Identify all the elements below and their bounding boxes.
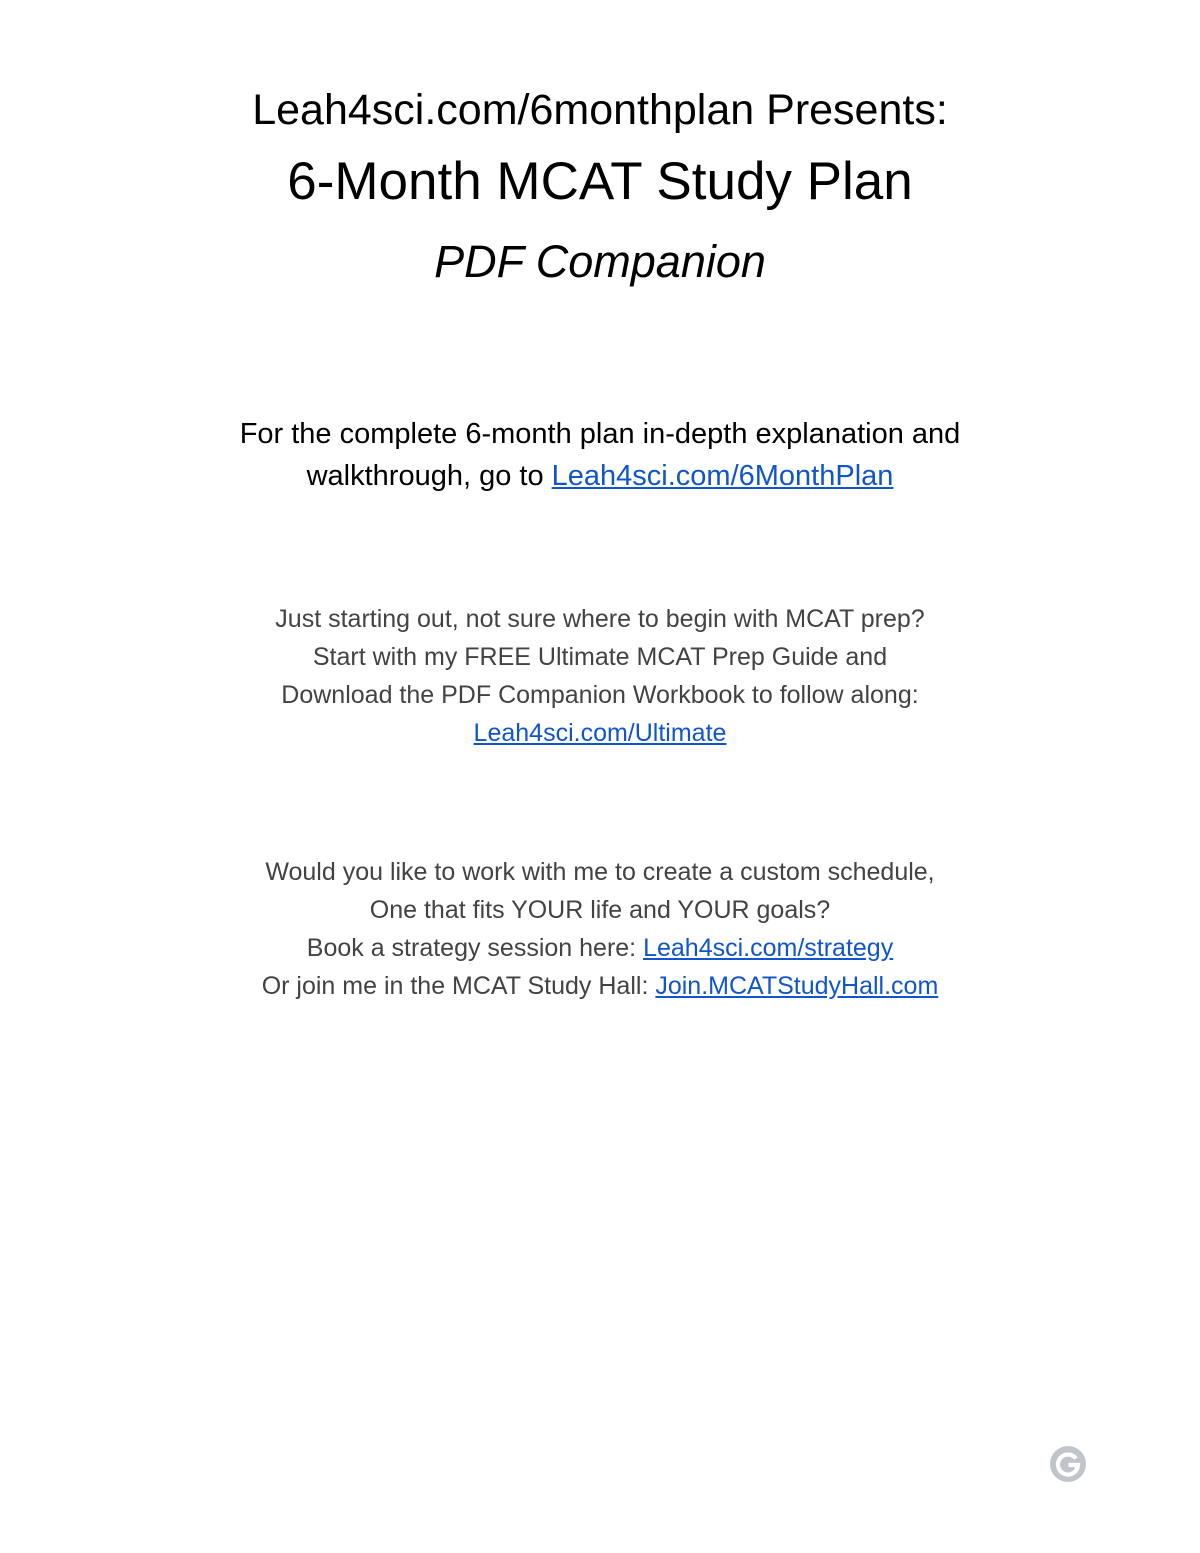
study-hall-prefix: Or join me in the MCAT Study Hall: [261, 972, 656, 1000]
study-hall-link[interactable]: Join.MCATStudyHall.com [655, 972, 939, 1000]
custom-line-1: Would you like to work with me to create a custom schedule, [265, 858, 935, 886]
strategy-prefix: Book a strategy session here: [306, 934, 644, 962]
strategy-session-link[interactable]: Leah4sci.com/strategy [643, 934, 894, 962]
intro-line-2-text: walkthrough, go to [306, 460, 552, 492]
page-subtitle: PDF Companion [434, 236, 766, 287]
ultimate-guide-link[interactable]: Leah4sci.com/Ultimate [473, 719, 727, 747]
custom-line-3 [0, 933, 1200, 963]
start-line-3: Download the PDF Companion Workbook to follow along: [281, 681, 919, 709]
custom-line-4 [0, 971, 1200, 1001]
six-month-plan-link[interactable]: Leah4sci.com/6MonthPlan [551, 460, 894, 492]
intro-line-2 [0, 458, 1200, 494]
custom-line-2: One that fits YOUR life and YOUR goals? [369, 896, 831, 924]
start-line-2: Start with my FREE Ultimate MCAT Prep Guide and [312, 643, 888, 671]
presents-heading: Leah4sci.com/6monthplan Presents: [252, 86, 948, 134]
intro-line-1: For the complete 6-month plan in-depth explanation and [239, 418, 961, 450]
g-logo-icon [1050, 1446, 1086, 1482]
start-link-line [0, 718, 1200, 748]
page-title: 6-Month MCAT Study Plan [287, 152, 913, 211]
start-line-1: Just starting out, not sure where to begin with MCAT prep? [275, 605, 925, 633]
